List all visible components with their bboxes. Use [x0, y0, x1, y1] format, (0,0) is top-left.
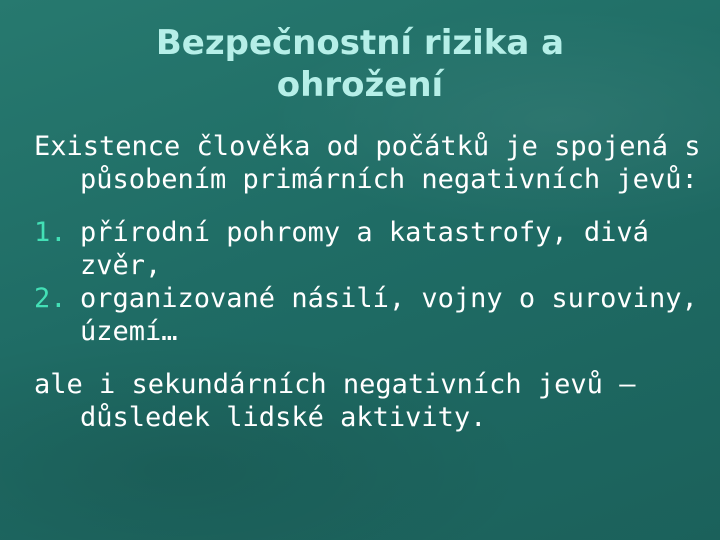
list-item-number: 1. — [34, 217, 67, 248]
intro-paragraph: Existence člověka od počátků je spojená s působením primárních negativních jevů: — [34, 131, 701, 195]
numbered-list — [34, 216, 704, 348]
slide-body — [34, 130, 704, 434]
title-line-1: Bezpečnostní rizika a — [155, 23, 565, 63]
outro-paragraph: ale i sekundárních negativních jevů – důsledek lidské aktivity. — [34, 369, 636, 433]
list-item-text: přírodní pohromy a katastrofy, divá zvěr, — [80, 217, 649, 281]
list-item-text: organizované násilí, vojny o suroviny, území… — [80, 283, 698, 347]
slide-title — [0, 22, 720, 106]
list-item-number: 2. — [34, 283, 67, 314]
list-item — [34, 282, 704, 348]
title-line-2: ohrožení — [276, 65, 444, 105]
list-item — [34, 216, 704, 282]
